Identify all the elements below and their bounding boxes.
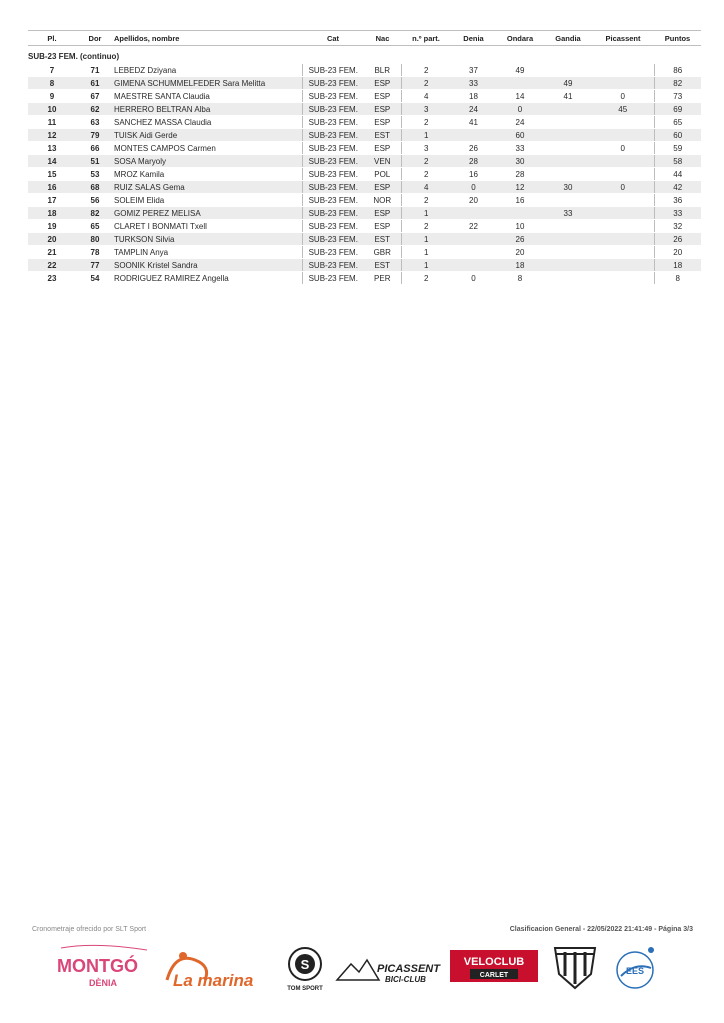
picassent-logo	[337, 960, 441, 984]
table-row	[28, 194, 701, 207]
cell-picassent: 45	[592, 103, 654, 116]
cell-denia: 0	[451, 272, 496, 285]
cell-part: 2	[401, 220, 451, 233]
cell-cat: SUB-23 FEM.	[302, 233, 364, 246]
cell-pl: 13	[28, 142, 76, 155]
cell-ondara: 14	[496, 90, 544, 103]
timing-credit: Cronometraje ofrecido por SLT Sport	[32, 926, 147, 933]
cell-gandia: 49	[544, 77, 592, 90]
cell-pl: 8	[28, 77, 76, 90]
cell-gandia: 30	[544, 181, 592, 194]
cell-ondara: 24	[496, 116, 544, 129]
cell-puntos: 8	[654, 272, 701, 285]
cell-dor: 80	[76, 233, 114, 246]
cell-picassent	[592, 272, 654, 285]
cell-puntos: 44	[654, 168, 701, 181]
cell-ondara: 12	[496, 181, 544, 194]
cell-name: SOONIK Kristel Sandra	[114, 259, 302, 272]
cell-name: MONTES CAMPOS Carmen	[114, 142, 302, 155]
cell-nac: ESP	[364, 220, 401, 233]
cell-nac: GBR	[364, 246, 401, 259]
header-ondara: Ondara	[496, 31, 544, 46]
cell-part: 4	[401, 181, 451, 194]
cell-name: SOLEIM Elida	[114, 194, 302, 207]
cell-dor: 67	[76, 90, 114, 103]
cell-pl: 17	[28, 194, 76, 207]
cell-puntos: 42	[654, 181, 701, 194]
cell-picassent	[592, 233, 654, 246]
cell-gandia	[544, 246, 592, 259]
cell-nac: EST	[364, 259, 401, 272]
header-picassent: Picassent	[592, 31, 654, 46]
cell-ondara: 28	[496, 168, 544, 181]
cell-name: MROZ Kamila	[114, 168, 302, 181]
cell-nac: ESP	[364, 116, 401, 129]
cell-denia	[451, 207, 496, 220]
cell-cat: SUB-23 FEM.	[302, 90, 364, 103]
montgo-logo	[57, 945, 147, 988]
cell-ondara: 30	[496, 155, 544, 168]
cell-gandia	[544, 129, 592, 142]
cell-ondara: 0	[496, 103, 544, 116]
cell-puntos: 65	[654, 116, 701, 129]
header-dor: Dor	[76, 31, 114, 46]
cell-part: 2	[401, 116, 451, 129]
cell-pl: 9	[28, 90, 76, 103]
svg-text:TOM SPORT: TOM SPORT	[287, 986, 323, 992]
cell-denia: 37	[451, 64, 496, 77]
cell-puntos: 18	[654, 259, 701, 272]
svg-text:DÈNIA: DÈNIA	[89, 978, 118, 988]
cell-cat: SUB-23 FEM.	[302, 220, 364, 233]
cell-name: TAMPLIN Anya	[114, 246, 302, 259]
cell-name: MAESTRE SANTA Claudia	[114, 90, 302, 103]
cell-nac: ESP	[364, 90, 401, 103]
cell-ondara: 18	[496, 259, 544, 272]
cell-denia	[451, 233, 496, 246]
cell-gandia	[544, 103, 592, 116]
cell-name: SANCHEZ MASSA Claudia	[114, 116, 302, 129]
cell-name: HERRERO BELTRAN Alba	[114, 103, 302, 116]
header-name: Apellidos, nombre	[114, 31, 302, 46]
table-row	[28, 155, 701, 168]
cell-pl: 20	[28, 233, 76, 246]
cell-picassent	[592, 155, 654, 168]
cell-gandia	[544, 220, 592, 233]
cell-denia	[451, 246, 496, 259]
cell-puntos: 33	[654, 207, 701, 220]
cell-picassent	[592, 77, 654, 90]
header-denia: Denia	[451, 31, 496, 46]
cell-dor: 56	[76, 194, 114, 207]
cell-name: SOSA Maryoly	[114, 155, 302, 168]
cell-puntos: 82	[654, 77, 701, 90]
cell-nac: BLR	[364, 64, 401, 77]
cell-part: 1	[401, 129, 451, 142]
cell-part: 2	[401, 194, 451, 207]
page-info: Clasificacion General - 22/05/2022 21:41:49 - Página 3/3	[509, 926, 693, 933]
cell-pl: 18	[28, 207, 76, 220]
cell-nac: POL	[364, 168, 401, 181]
table-row	[28, 90, 701, 103]
cell-puntos: 73	[654, 90, 701, 103]
cell-name: LEBEDZ Dziyana	[114, 64, 302, 77]
cell-picassent	[592, 64, 654, 77]
header-nac: Nac	[364, 31, 401, 46]
table-row	[28, 272, 701, 285]
cell-cat: SUB-23 FEM.	[302, 207, 364, 220]
cell-nac: PER	[364, 272, 401, 285]
cell-dor: 82	[76, 207, 114, 220]
svg-text:La marina: La marina	[173, 971, 254, 990]
cell-part: 2	[401, 168, 451, 181]
cell-puntos: 26	[654, 233, 701, 246]
cell-picassent	[592, 168, 654, 181]
cell-part: 1	[401, 233, 451, 246]
cell-cat: SUB-23 FEM.	[302, 116, 364, 129]
cell-ondara: 33	[496, 142, 544, 155]
cell-nac: ESP	[364, 77, 401, 90]
cell-gandia	[544, 233, 592, 246]
cell-cat: SUB-23 FEM.	[302, 168, 364, 181]
cell-ondara	[496, 77, 544, 90]
svg-text:EES: EES	[625, 966, 645, 976]
sponsor-logos	[55, 940, 675, 996]
cell-cat: SUB-23 FEM.	[302, 181, 364, 194]
cell-picassent: 0	[592, 142, 654, 155]
svg-text:BICI-CLUB: BICI-CLUB	[385, 975, 426, 984]
cell-nac: NOR	[364, 194, 401, 207]
cell-nac: VEN	[364, 155, 401, 168]
cell-ondara: 8	[496, 272, 544, 285]
cell-part: 3	[401, 142, 451, 155]
cell-puntos: 58	[654, 155, 701, 168]
cell-pl: 23	[28, 272, 76, 285]
cell-puntos: 36	[654, 194, 701, 207]
cell-pl: 19	[28, 220, 76, 233]
cell-nac: EST	[364, 233, 401, 246]
cell-denia: 0	[451, 181, 496, 194]
cell-picassent	[592, 259, 654, 272]
cell-dor: 68	[76, 181, 114, 194]
cell-pl: 15	[28, 168, 76, 181]
cell-name: TUISK Aidi Gerde	[114, 129, 302, 142]
cell-picassent	[592, 116, 654, 129]
cell-gandia	[544, 155, 592, 168]
header-pl: Pl.	[28, 31, 76, 46]
cell-cat: SUB-23 FEM.	[302, 194, 364, 207]
cell-pl: 16	[28, 181, 76, 194]
table-row	[28, 116, 701, 129]
cell-puntos: 59	[654, 142, 701, 155]
cell-ondara: 49	[496, 64, 544, 77]
cell-part: 1	[401, 259, 451, 272]
cell-pl: 11	[28, 116, 76, 129]
cell-gandia	[544, 272, 592, 285]
svg-text:CARLET: CARLET	[479, 972, 509, 979]
cell-pl: 10	[28, 103, 76, 116]
cell-dor: 61	[76, 77, 114, 90]
cell-picassent: 0	[592, 90, 654, 103]
svg-text:VELOCLUB: VELOCLUB	[463, 956, 525, 968]
cell-denia	[451, 129, 496, 142]
cell-nac: ESP	[364, 103, 401, 116]
cell-gandia	[544, 64, 592, 77]
cell-picassent	[592, 246, 654, 259]
table-row	[28, 246, 701, 259]
header-gandia: Gandia	[544, 31, 592, 46]
cell-pl: 12	[28, 129, 76, 142]
cell-part: 4	[401, 90, 451, 103]
results-table	[28, 30, 701, 285]
cell-picassent	[592, 220, 654, 233]
sponsor-strip	[55, 940, 675, 996]
cell-name: RUIZ SALAS Gema	[114, 181, 302, 194]
cell-dor: 54	[76, 272, 114, 285]
svg-text:MONTGÓ: MONTGÓ	[57, 956, 138, 976]
cell-gandia: 33	[544, 207, 592, 220]
cell-denia: 24	[451, 103, 496, 116]
cell-cat: SUB-23 FEM.	[302, 259, 364, 272]
cell-dor: 66	[76, 142, 114, 155]
group-label: SUB-23 FEM. (continuo)	[28, 51, 120, 61]
cell-dor: 63	[76, 116, 114, 129]
cell-part: 1	[401, 207, 451, 220]
table-row	[28, 220, 701, 233]
table-row	[28, 77, 701, 90]
cell-nac: ESP	[364, 181, 401, 194]
cell-nac: ESP	[364, 207, 401, 220]
cell-ondara	[496, 207, 544, 220]
cell-denia: 22	[451, 220, 496, 233]
table-row	[28, 129, 701, 142]
cell-cat: SUB-23 FEM.	[302, 155, 364, 168]
cell-denia: 16	[451, 168, 496, 181]
cell-gandia: 41	[544, 90, 592, 103]
cell-denia: 26	[451, 142, 496, 155]
table-row	[28, 103, 701, 116]
lamarina-logo	[167, 952, 253, 990]
cell-nac: EST	[364, 129, 401, 142]
cell-pl: 22	[28, 259, 76, 272]
cell-denia: 33	[451, 77, 496, 90]
cell-ondara: 10	[496, 220, 544, 233]
table-row	[28, 259, 701, 272]
ees-logo	[617, 947, 654, 988]
cell-puntos: 69	[654, 103, 701, 116]
table-row	[28, 168, 701, 181]
cell-ondara: 16	[496, 194, 544, 207]
cell-denia	[451, 259, 496, 272]
cell-dor: 79	[76, 129, 114, 142]
cell-cat: SUB-23 FEM.	[302, 272, 364, 285]
cell-dor: 77	[76, 259, 114, 272]
cell-gandia	[544, 168, 592, 181]
cell-gandia	[544, 194, 592, 207]
table-row	[28, 207, 701, 220]
svg-text:S: S	[300, 957, 310, 972]
table-row	[28, 142, 701, 155]
cell-gandia	[544, 259, 592, 272]
cell-denia: 20	[451, 194, 496, 207]
cell-dor: 51	[76, 155, 114, 168]
cell-denia: 28	[451, 155, 496, 168]
cell-name: CLARET I BONMATI Txell	[114, 220, 302, 233]
cell-puntos: 20	[654, 246, 701, 259]
cell-cat: SUB-23 FEM.	[302, 142, 364, 155]
cell-cat: SUB-23 FEM.	[302, 246, 364, 259]
veloclub-logo	[450, 950, 538, 982]
cell-name: GOMIZ PEREZ MELISA	[114, 207, 302, 220]
cell-part: 2	[401, 64, 451, 77]
cell-denia: 41	[451, 116, 496, 129]
club-crest-logo	[555, 948, 595, 988]
cell-nac: ESP	[364, 142, 401, 155]
cell-ondara: 60	[496, 129, 544, 142]
cell-part: 2	[401, 155, 451, 168]
cell-part: 2	[401, 77, 451, 90]
cell-name: RODRIGUEZ RAMIREZ Angella	[114, 272, 302, 285]
table-header	[28, 31, 701, 46]
cell-dor: 53	[76, 168, 114, 181]
cell-picassent	[592, 207, 654, 220]
cell-name: GIMENA SCHUMMELFEDER Sara Melitta	[114, 77, 302, 90]
cell-pl: 21	[28, 246, 76, 259]
cell-name: TURKSON Silvia	[114, 233, 302, 246]
svg-text:PICASSENT: PICASSENT	[377, 963, 440, 975]
cell-pl: 7	[28, 64, 76, 77]
cell-puntos: 60	[654, 129, 701, 142]
cell-puntos: 86	[654, 64, 701, 77]
header-part: n.º part.	[401, 31, 451, 46]
cell-gandia	[544, 142, 592, 155]
cell-picassent	[592, 129, 654, 142]
tomsport-logo	[287, 948, 323, 992]
cell-ondara: 20	[496, 246, 544, 259]
cell-picassent: 0	[592, 181, 654, 194]
cell-dor: 78	[76, 246, 114, 259]
cell-pl: 14	[28, 155, 76, 168]
cell-dor: 62	[76, 103, 114, 116]
cell-cat: SUB-23 FEM.	[302, 103, 364, 116]
cell-puntos: 32	[654, 220, 701, 233]
table-row	[28, 181, 701, 194]
cell-cat: SUB-23 FEM.	[302, 129, 364, 142]
cell-dor: 65	[76, 220, 114, 233]
table-row	[28, 64, 701, 77]
header-puntos: Puntos	[654, 31, 701, 46]
header-cat: Cat	[302, 31, 364, 46]
cell-part: 1	[401, 246, 451, 259]
cell-part: 2	[401, 272, 451, 285]
cell-denia: 18	[451, 90, 496, 103]
cell-part: 3	[401, 103, 451, 116]
cell-gandia	[544, 116, 592, 129]
table-row	[28, 233, 701, 246]
cell-picassent	[592, 194, 654, 207]
cell-dor: 71	[76, 64, 114, 77]
cell-ondara: 26	[496, 233, 544, 246]
cell-cat: SUB-23 FEM.	[302, 64, 364, 77]
cell-cat: SUB-23 FEM.	[302, 77, 364, 90]
